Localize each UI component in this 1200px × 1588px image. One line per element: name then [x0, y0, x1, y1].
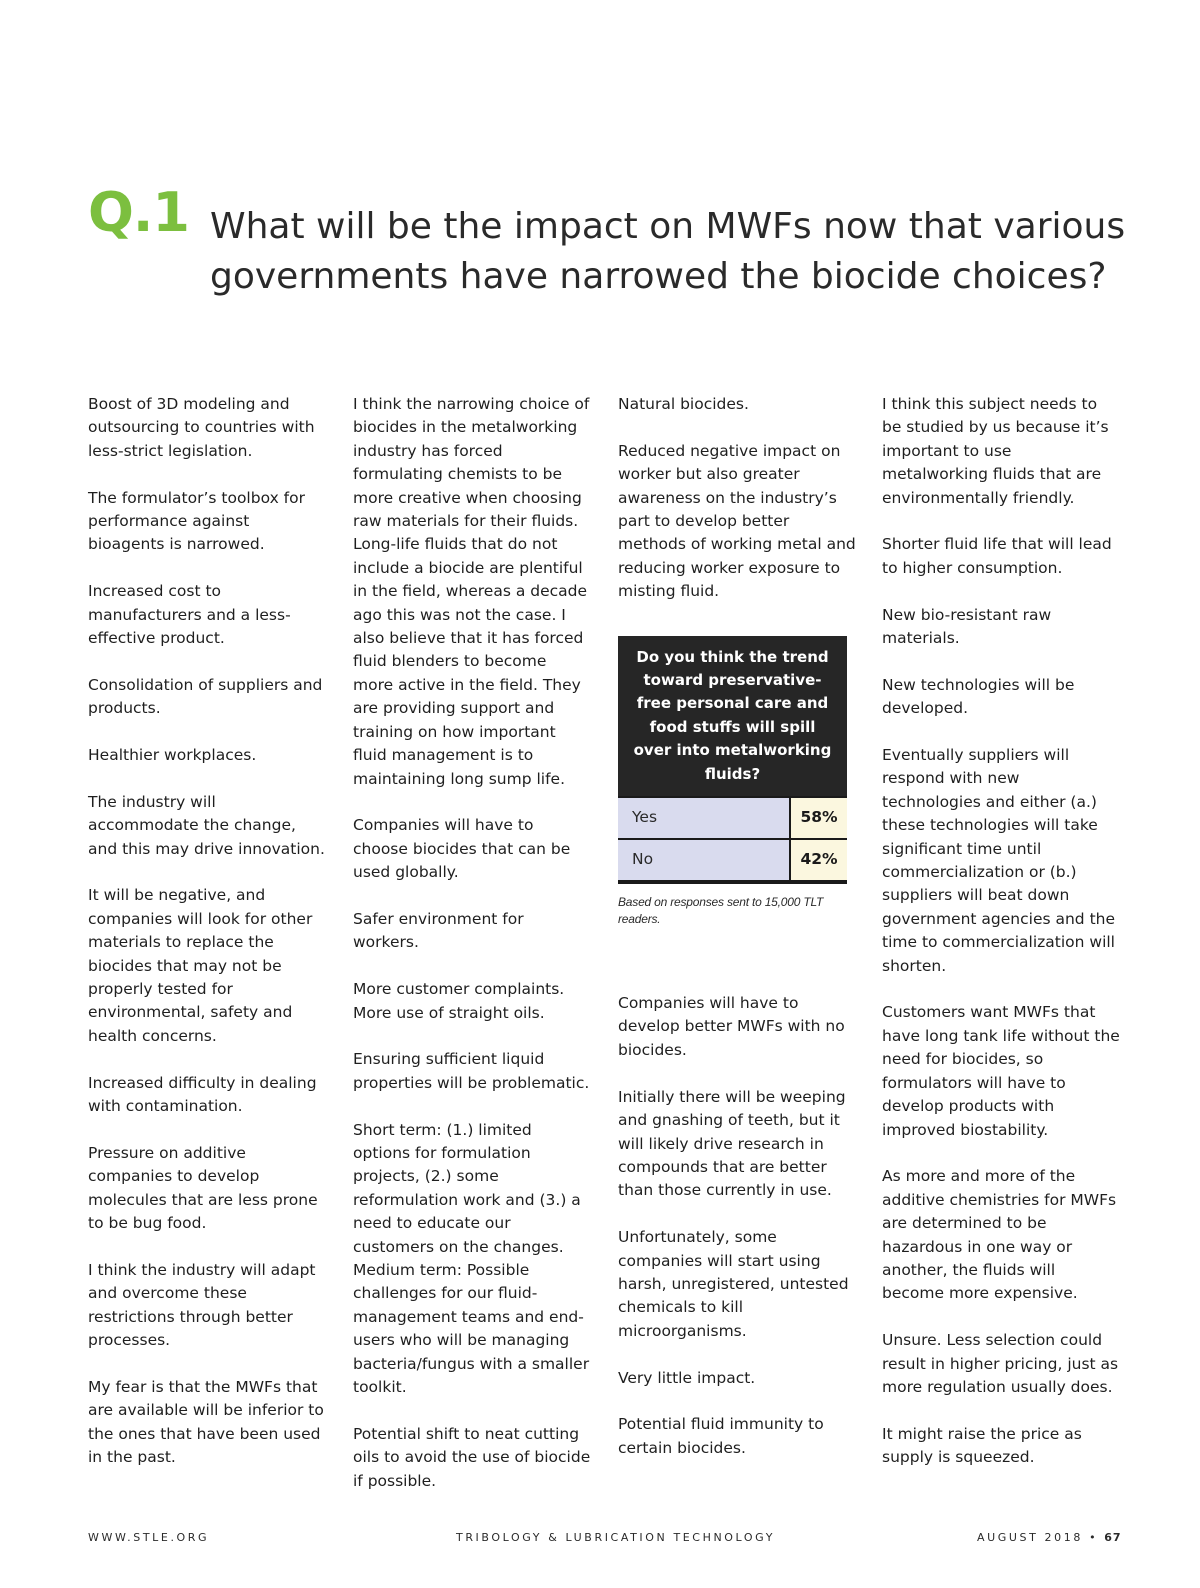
- answer-paragraph: It will be negative, and companies will look for other materials to replace the biocides that may not be properly tested for environmental, safety and health concerns.: [88, 886, 313, 1045]
- answer-paragraph: Natural biocides.: [618, 395, 749, 413]
- answer-paragraph: Eventually suppliers will respond with new technologies and either (a.) these technologies will take significant time until commercialization or (b.) suppliers will beat down government agencies and the time to commercialization will shorten.: [882, 746, 1116, 975]
- footer-publication: TRIBOLOGY & LUBRICATION TECHNOLOGY: [456, 1531, 776, 1544]
- answer-paragraph: I think the industry will adapt and overcome these restrictions through better processes.: [88, 1260, 316, 1350]
- answer-paragraph: Increased cost to manufacturers and a less-effective product.: [88, 582, 291, 648]
- answer-paragraph: Companies will have to develop better MWFs with no biocides.: [618, 994, 845, 1059]
- question-title-line-2: governments have narrowed the biocide choices?: [210, 256, 1107, 297]
- answer-paragraph: Shorter fluid life that will lead to higher consumption.: [882, 535, 1112, 577]
- page-number: 67: [1104, 1531, 1122, 1544]
- answer-paragraph: Boost of 3D modeling and outsourcing to countries with less-strict legislation.: [88, 395, 315, 460]
- question-title-line-1: What will be the impact on MWFs now that various: [210, 206, 1126, 247]
- poll-row-no: [618, 838, 847, 884]
- answer-paragraph: More customer complaints. More use of straight oils.: [353, 980, 565, 1022]
- answer-paragraph: Pressure on additive companies to develop molecules that are less prone to be bug food.: [88, 1143, 318, 1233]
- answer-paragraph: Consolidation of suppliers and products.: [88, 675, 323, 718]
- answer-paragraph: Ensuring sufficient liquid properties will be problematic.: [353, 1050, 590, 1092]
- footer-issue: [977, 1531, 1122, 1544]
- footer-issue-date: AUGUST 2018: [977, 1531, 1083, 1544]
- footer-website: WWW.STLE.ORG: [88, 1531, 210, 1544]
- answer-paragraph: It might raise the price as supply is squeezed.: [882, 1424, 1082, 1467]
- answer-paragraph: My fear is that the MWFs that are available will be inferior to the ones that have been used in the past.: [88, 1377, 324, 1467]
- answer-paragraph: Increased difficulty in dealing with contamination.: [88, 1073, 317, 1116]
- answer-paragraph: I think the narrowing choice of biocides in the metalworking industry has forced formulating chemists to be more creative when choosing raw materials for their fluids. Long-life fluids that do not include a biocide are plentiful in the field, whereas a decade ago this was not the case. I also believe that it has forced fluid blenders to become more active in the field. They are providing support and training on how important fluid management is to maintaining long sump life.: [353, 395, 590, 788]
- answer-paragraph: Reduced negative impact on worker but also greater awareness on the industry’s part to develop better methods of working metal and reducing worker exposure to misting fluid.: [618, 441, 856, 601]
- answer-paragraph: Safer environment for workers.: [353, 909, 524, 952]
- answers-column-1: [88, 393, 326, 1493]
- footer-separator: •: [1089, 1531, 1099, 1544]
- answer-paragraph: Very little impact.: [618, 1368, 756, 1387]
- answer-paragraph: Healthier workplaces.: [88, 746, 257, 765]
- answers-column-3-lower: [618, 992, 856, 1460]
- answer-paragraph: Potential shift to neat cutting oils to avoid the use of biocide if possible.: [353, 1424, 591, 1490]
- answer-paragraph: Short term: (1.) limited options for formulation projects, (2.) some reformulation work and (3.) a need to educate our customers on the changes. Medium term: Possible challenges for our fluid-management teams and end-users who will be managing bacteria/fungus with a smaller toolkit.: [353, 1120, 590, 1396]
- answer-paragraph: Initially there will be weeping and gnashing of teeth, but it will likely drive research in compounds that are better than those currently in use.: [618, 1087, 846, 1200]
- answer-paragraph: The industry will accommodate the change, and this may drive innovation.: [88, 792, 325, 858]
- answer-paragraph: Potential fluid immunity to certain biocides.: [618, 1415, 824, 1457]
- question-title: [210, 202, 1150, 302]
- answer-paragraph: As more and more of the additive chemistries for MWFs are determined to be hazardous in one way or another, the fluids will become more expensive.: [882, 1167, 1117, 1303]
- answer-paragraph: I think this subject needs to be studied by us because it’s important to use metalworking fluids that are environmentally friendly.: [882, 395, 1109, 507]
- answer-paragraph: Companies will have to choose biocides that can be used globally.: [353, 816, 571, 882]
- poll-answer-label: Yes: [618, 798, 789, 838]
- poll-box: [618, 636, 847, 928]
- poll-footnote: Based on responses sent to 15,000 TLT readers.: [618, 895, 824, 927]
- poll-question: Do you think the trend toward preservative-free personal care and food stuffs will spill over into metalworking fluids?: [618, 636, 847, 796]
- question-number: Q.1: [88, 181, 189, 244]
- answers-column-2: [353, 393, 591, 1516]
- poll-row-yes: [618, 796, 847, 838]
- answer-paragraph: Unfortunately, some companies will start using harsh, unregistered, untested chemicals to kill microorganisms.: [618, 1228, 849, 1340]
- answer-paragraph: New technologies will be developed.: [882, 675, 1075, 718]
- poll-answer-percent: 42%: [789, 840, 847, 880]
- answers-column-3: [618, 393, 856, 1484]
- answer-paragraph: Customers want MWFs that have long tank life without the need for biocides, so formulators will have to develop products with improved biostability.: [882, 1003, 1120, 1139]
- answer-paragraph: Unsure. Less selection could result in higher pricing, just as more regulation usually does.: [882, 1331, 1119, 1396]
- answer-paragraph: The formulator’s toolbox for performance against bioagents is narrowed.: [88, 488, 305, 554]
- answer-paragraph: New bio-resistant raw materials.: [882, 605, 1052, 648]
- poll-answer-label: No: [618, 840, 789, 880]
- answers-column-4: [882, 393, 1120, 1493]
- poll-answer-percent: 58%: [789, 798, 847, 838]
